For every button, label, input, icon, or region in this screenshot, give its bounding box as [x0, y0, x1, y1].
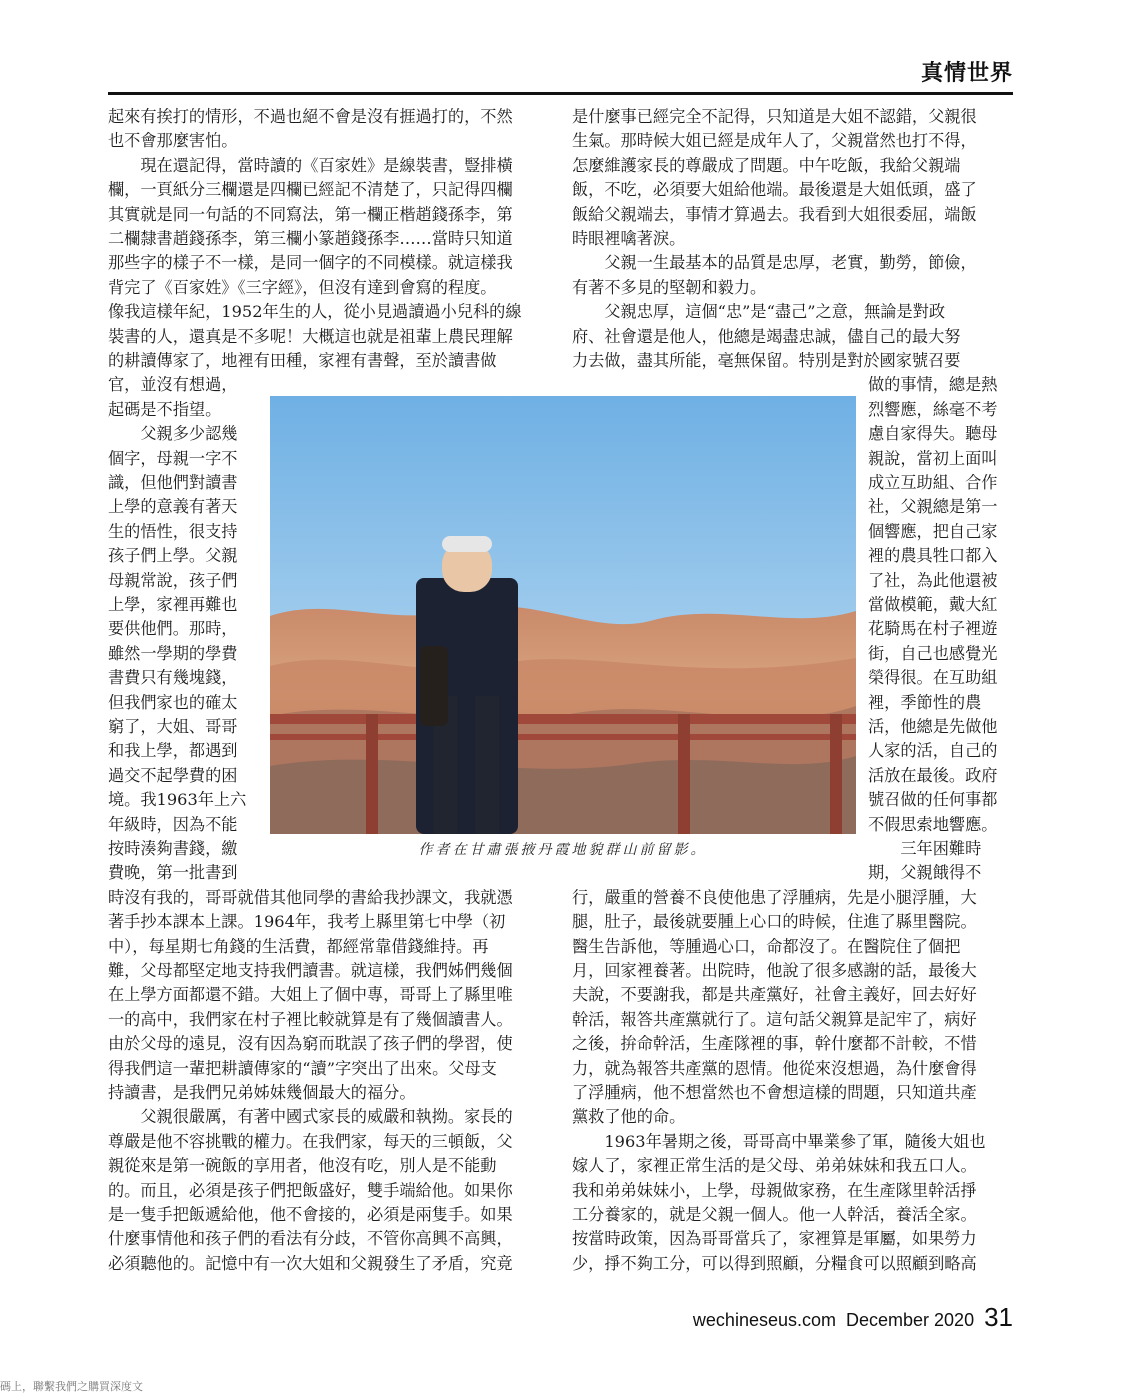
left-column-line: 中），每星期七角錢的生活費，都經常靠借錢維持。再 [108, 936, 489, 956]
left-column-line: 難，父母都堅定地支持我們讀書。就這樣，我們姊們幾個 [108, 961, 513, 980]
left-column-line: 什麼事情他和孩子們的看法有分歧，不管你高興不高興， [108, 1229, 513, 1249]
left-column-line: 識，但他們對讀書 [108, 473, 238, 492]
right-column-line: 社，父親總是第一 [868, 497, 998, 517]
left-column-line: 個字，母親一字不 [108, 448, 238, 468]
right-column-line: 街，自己也感覺光 [868, 643, 998, 663]
right-column-line: 裡的農具牲口都入 [868, 546, 998, 566]
left-column-line: 窮了，大姐、哥哥 [108, 717, 238, 736]
right-column-line: 黨救了他的命。 [572, 1107, 686, 1127]
right-column-line: 力，就為報答共產黨的恩情。他從來沒想過，為什麼會得 [572, 1058, 977, 1078]
right-column-line: 腿，肚子，最後就要腫上心口的時候，住進了縣里醫院。 [572, 912, 977, 932]
left-column-line: 官，並沒有想過， [108, 375, 238, 395]
left-column-line: 年級時，因為不能 [108, 814, 238, 834]
right-column-line: 幹活，報答共產黨就行了。這句話父親算是記牢了，病好 [572, 1009, 977, 1029]
left-column-line: 持讀書，是我們兄弟姊妹幾個最大的福分。 [108, 1083, 416, 1102]
right-column-line: 三年困難時 [868, 839, 982, 858]
right-column-line: 力去做，盡其所能，毫無保留。特別是對於國家號召要 [572, 351, 961, 370]
left-column-line: 尊嚴是他不容挑戰的權力。在我們家，每天的三頓飯，父 [108, 1131, 513, 1151]
right-column-line: 活放在最後。政府 [868, 765, 998, 785]
left-column-line: 父親多少認幾 [108, 424, 238, 444]
right-column-line: 夫說，不要謝我，都是共產黨好，社會主義好，回去好好 [572, 985, 977, 1005]
right-column-line: 號召做的任何事都 [868, 790, 998, 810]
photo-caption: 作者在甘肅張掖丹霞地貌群山前留影。 [418, 842, 708, 858]
left-column-line: 按時湊夠書錢，繳 [108, 839, 238, 858]
right-column-line: 當做模範，戴大紅 [868, 595, 998, 614]
left-column-line: 起來有挨打的情形，不過也絕不會是沒有捱過打的，不然 [108, 107, 513, 126]
right-column-line: 裡，季節性的農 [868, 692, 982, 712]
left-column-line: 必須聽他的。記憶中有一次大姐和父親發生了矛盾，究竟 [108, 1253, 513, 1273]
right-column-line: 嫁人了，家裡正常生活的是父母、弟弟妹妹和我五口人。 [572, 1156, 977, 1176]
left-column-line: 時沒有我的，哥哥就借其他同學的書給我抄課文，我就憑 [108, 887, 513, 907]
left-column-line: 裝書的人，還真是不多呢！大概這也就是祖輩上農民理解 [108, 326, 513, 346]
right-column-line: 了社，為此他還被 [868, 570, 998, 590]
left-column-line: 一的高中，我們家在村子裡比較就算是有了幾個讀書人。 [108, 1009, 513, 1029]
right-column-line: 個響應，把自己家 [868, 521, 998, 541]
right-column-line: 烈響應，絲毫不考 [868, 399, 998, 419]
left-column-line: 得我們這一輩把耕讀傳家的“讀”字突出了出來。父母支 [108, 1058, 497, 1078]
right-column-line: 期，父親餓得不 [868, 863, 982, 883]
left-column-line: 生的悟性，很支持 [108, 521, 238, 541]
right-column-line: 我和弟弟妹妹小，上學，母親做家務，在生產隊里幹活掙 [572, 1180, 977, 1200]
left-column-line: 費晚，第一批書到 [108, 863, 238, 883]
right-column-line: 飯，不吃，必須要大姐給他端。最後還是大姐低頭，盛了 [572, 180, 977, 200]
right-column-line: 花騎馬在村子裡遊 [868, 619, 998, 639]
page-footer [693, 1302, 1013, 1333]
left-column-line: 孩子們上學。父親 [108, 546, 238, 566]
left-column-line: 境。我1963年上六 [108, 790, 247, 810]
left-column-line: 要供他們。那時， [108, 619, 238, 639]
right-column-line: 是什麼事已經完全不記得，只知道是大姐不認錯，父親很 [572, 107, 977, 126]
left-column-line: 是一隻手把飯遞給他，他不會接的，必須是兩隻手。如果 [108, 1205, 513, 1224]
right-column-line: 生氣。那時候大姐已經是成年人了，父親當然也打不得， [572, 131, 977, 151]
author-photo [270, 396, 856, 834]
right-column-line: 之後，拚命幹活，生產隊裡的事，幹什麼都不計較，不惜 [572, 1034, 977, 1054]
left-column-line: 像我這樣年紀，1952年生的人，從小見過讀過小兒科的線 [108, 302, 522, 322]
right-column-line: 府、社會還是他人，他總是竭盡忠誠，儘自己的最大努 [572, 326, 961, 346]
left-column-line: 過交不起學費的困 [108, 765, 238, 785]
right-column-line: 慮自家得失。聽母 [868, 424, 998, 444]
left-column-line: 和我上學，都遇到 [108, 741, 238, 761]
right-column-line: 親說，當初上面叫 [868, 448, 998, 468]
right-column-line: 父親忠厚，這個“忠”是“盡己”之意，無論是對政 [572, 302, 946, 322]
footer-site: wechineseus.com [692, 1310, 836, 1330]
left-column-line: 上學的意義有著天 [108, 497, 238, 517]
left-column-line: 雖然一學期的學費 [108, 643, 238, 663]
right-column-line: 人家的活，自己的 [868, 741, 998, 761]
left-column-line: 現在還記得，當時讀的《百家姓》是線裝書，豎排橫 [108, 155, 513, 175]
header-rule [108, 92, 1013, 95]
right-column-line: 行，嚴重的營養不良使他患了浮腫病，先是小腿浮腫，大 [572, 887, 977, 907]
bottom-strip: 碼上，聯繫我們之購買深度文 [0, 1380, 143, 1393]
right-column-line: 了浮腫病，他不想當然也不會想這樣的問題，只知道共產 [572, 1083, 977, 1102]
left-column-line: 上學，家裡再難也 [108, 595, 238, 614]
right-column-line: 有著不多見的堅韌和毅力。 [572, 277, 767, 297]
left-column-line: 著手抄本課本上課。1964年，我考上縣里第七中學（初 [108, 912, 506, 932]
right-column-line: 不假思索地響應。 [868, 814, 998, 834]
left-column-line: 在上學方面都還不錯。大姐上了個中專，哥哥上了縣里唯 [108, 985, 513, 1005]
right-column-line: 按當時政策，因為哥哥當兵了，家裡算是軍屬，如果勞力 [572, 1229, 977, 1249]
right-column-line: 月，回家裡養著。出院時，他說了很多感謝的話，最後大 [572, 961, 977, 980]
left-column-line: 但我們家也的確太 [108, 692, 238, 712]
left-column-line: 親從來是第一碗飯的享用者，他沒有吃，別人是不能動 [108, 1156, 497, 1176]
left-column-line: 由於父母的遠見，沒有因為窮而耽誤了孩子們的學習，使 [108, 1034, 513, 1054]
right-column-line: 少，掙不夠工分，可以得到照顧，分糧食可以照顧到略高 [572, 1253, 977, 1273]
left-column-line: 其實就是同一句話的不同寫法，第一欄正楷趙錢孫李，第 [108, 204, 513, 224]
left-column-line: 書費只有幾塊錢， [108, 668, 238, 688]
right-column-line: 父親一生最基本的品質是忠厚，老實，勤勞，節儉， [572, 253, 977, 273]
left-column-line: 背完了《百家姓》《三字經》，但沒有達到會寫的程度。 [108, 277, 497, 297]
right-column-line: 做的事情，總是熱 [868, 375, 998, 395]
right-column-line: 1963年暑期之後，哥哥高中畢業參了軍，隨後大姐也 [572, 1131, 986, 1151]
left-column-line: 的。而且，必須是孩子們把飯盛好，雙手端給他。如果你 [108, 1180, 513, 1200]
right-column-line: 工分養家的，就是父親一個人。他一人幹活，養活全家。 [572, 1205, 977, 1224]
page-number: 31 [984, 1302, 1013, 1332]
section-title: 真情世界 [920, 61, 1013, 86]
left-column-line: 的耕讀傳家了，地裡有田種，家裡有書聲，至於讀書做 [108, 351, 497, 370]
right-column-line: 怎麼維護家長的尊嚴成了問題。中午吃飯，我給父親端 [572, 155, 961, 175]
right-column-line: 時眼裡噙著淚。 [572, 229, 686, 248]
right-column-line: 飯給父親端去，事情才算過去。我看到大姐很委屈，端飯 [572, 204, 977, 224]
left-column-line: 母親常說，孩子們 [108, 570, 238, 590]
right-column-line: 榮得很。在互助組 [868, 668, 998, 688]
left-column-line: 二欄隸書趙錢孫李，第三欄小篆趙錢孫李……當時只知道 [108, 229, 513, 248]
footer-issue: December 2020 [846, 1310, 975, 1330]
right-column-line: 成立互助組、合作 [868, 473, 998, 492]
right-column-line: 活，他總是先做他 [868, 717, 998, 736]
left-column-line: 那些字的樣子不一樣，是同一個字的不同模樣。就這樣我 [108, 253, 513, 273]
left-column-line: 也不會那麼害怕。 [108, 131, 238, 151]
left-column-line: 欄，一頁紙分三欄還是四欄已經記不清楚了，只記得四欄 [108, 180, 513, 200]
left-column-line: 父親很嚴厲，有著中國式家長的威嚴和執拗。家長的 [108, 1107, 513, 1127]
left-column-line: 起碼是不指望。 [108, 399, 222, 419]
right-column-line: 醫生告訴他，等腫過心口，命都沒了。在醫院住了個把 [572, 936, 961, 956]
